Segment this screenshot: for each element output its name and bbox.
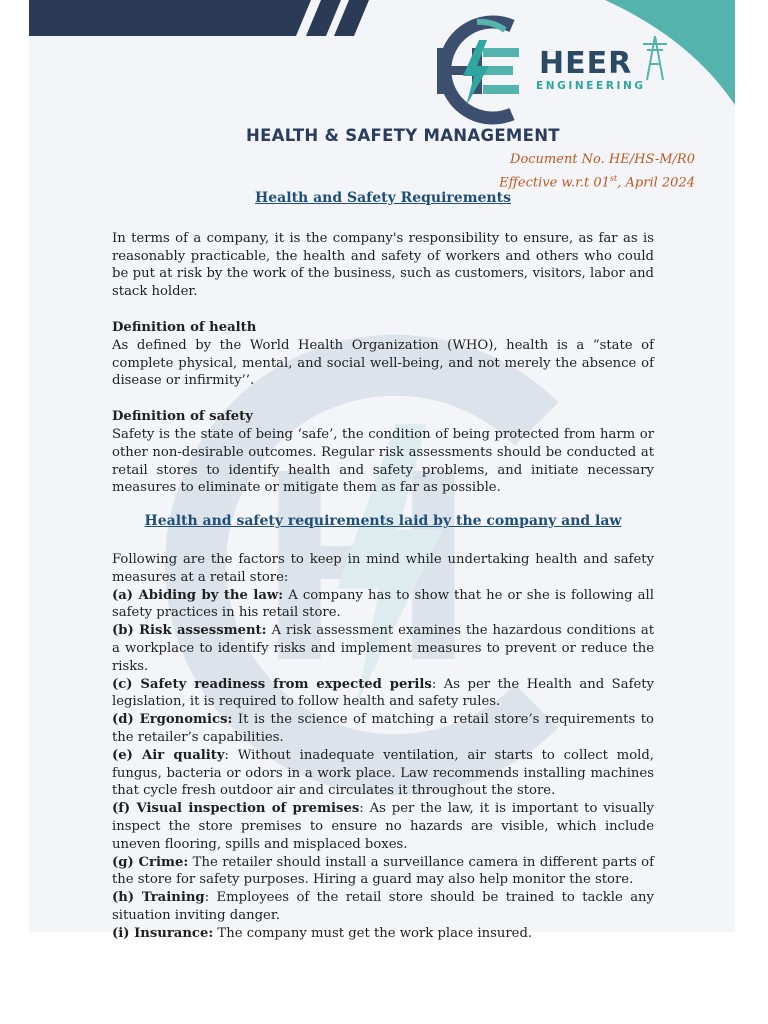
list-item: (g) Crime: The retailer should install a surveillance camera in different parts of the store for safety purposes. Hiring a guard may also help monitor the store. (112, 854, 654, 888)
list-item: (i) Insurance: The company must get the work place insured. (112, 925, 533, 941)
section-title-requirements: Health and Safety Requirements (255, 190, 511, 206)
list-item: (d) Ergonomics: It is the science of matching a retail store’s requirements to the retailer’s capabilities. (112, 712, 654, 745)
factors-intro: Following are the factors to keep in mind while undertaking health and safety measures at a retail store: (112, 551, 654, 585)
section-title-company-law: Health and safety requirements laid by the company and law (144, 513, 622, 530)
intro-paragraph: In terms of a company, it is the company's responsibility to ensure, as far as is reasonably practicable, the health and safety of workers and others who could be put at risk by the work of the business, such as customers, visitors, labor and stack holder. (112, 230, 654, 300)
brand-subtitle: ENGINEERING (536, 80, 646, 92)
list-item: (a) Abiding by the law: A company has to show that he or she is following all safety practices in his retail store. (112, 587, 654, 621)
list-item: (b) Risk assessment: A risk assessment examines the hazardous conditions at a workplace to identify risks and implement measures to prevent or reduce the risks. (112, 623, 654, 674)
list-item: (c) Safety readiness from expected perils: As per the Health and Safety legislation, it is required to follow health and safety rules. (112, 676, 655, 710)
health-definition-heading: Definition of health (112, 319, 257, 335)
list-item: (h) Training: Employees of the retail store should be trained to tackle any situation inviting danger. (112, 890, 654, 923)
document-info (499, 150, 695, 192)
effective-date: Effective w.r.t 01st, April 2024 (499, 174, 695, 191)
brand-name: HEER (539, 46, 633, 81)
document-number: Document No. HE/HS-M/R0 (510, 152, 695, 167)
document-body (112, 190, 654, 942)
document-page (29, 0, 735, 941)
health-definition-text: As defined by the World Health Organization (WHO), health is a “state of complete physical, mental, and social well-being, and not merely the absence of disease or infirmity’’. (112, 337, 654, 389)
safety-definition-heading: Definition of safety (112, 409, 253, 425)
list-item: (e) Air quality: Without inadequate ventilation, air starts to collect mold, fungus, bacteria or odors in a work place. Law recommends installing machines that cycle fresh outdoor air and circulates it throughout the store. (112, 747, 654, 799)
document-title: HEALTH & SAFETY MANAGEMENT (246, 126, 560, 145)
safety-definition-text: Safety is the state of being ‘safe’, the condition of being protected from harm or other non-desirable outcomes. Regular risk assessments should be conducted at retail stores to identify health and safety problems, and initiate necessary measures to eliminate or mitigate them as far as possible. (112, 426, 654, 496)
list-item: (f) Visual inspection of premises: As per the law, it is important to visually inspect the store premises to ensure no hazards are visible, which include uneven flooring, spills and misplaced boxes. (112, 801, 654, 852)
